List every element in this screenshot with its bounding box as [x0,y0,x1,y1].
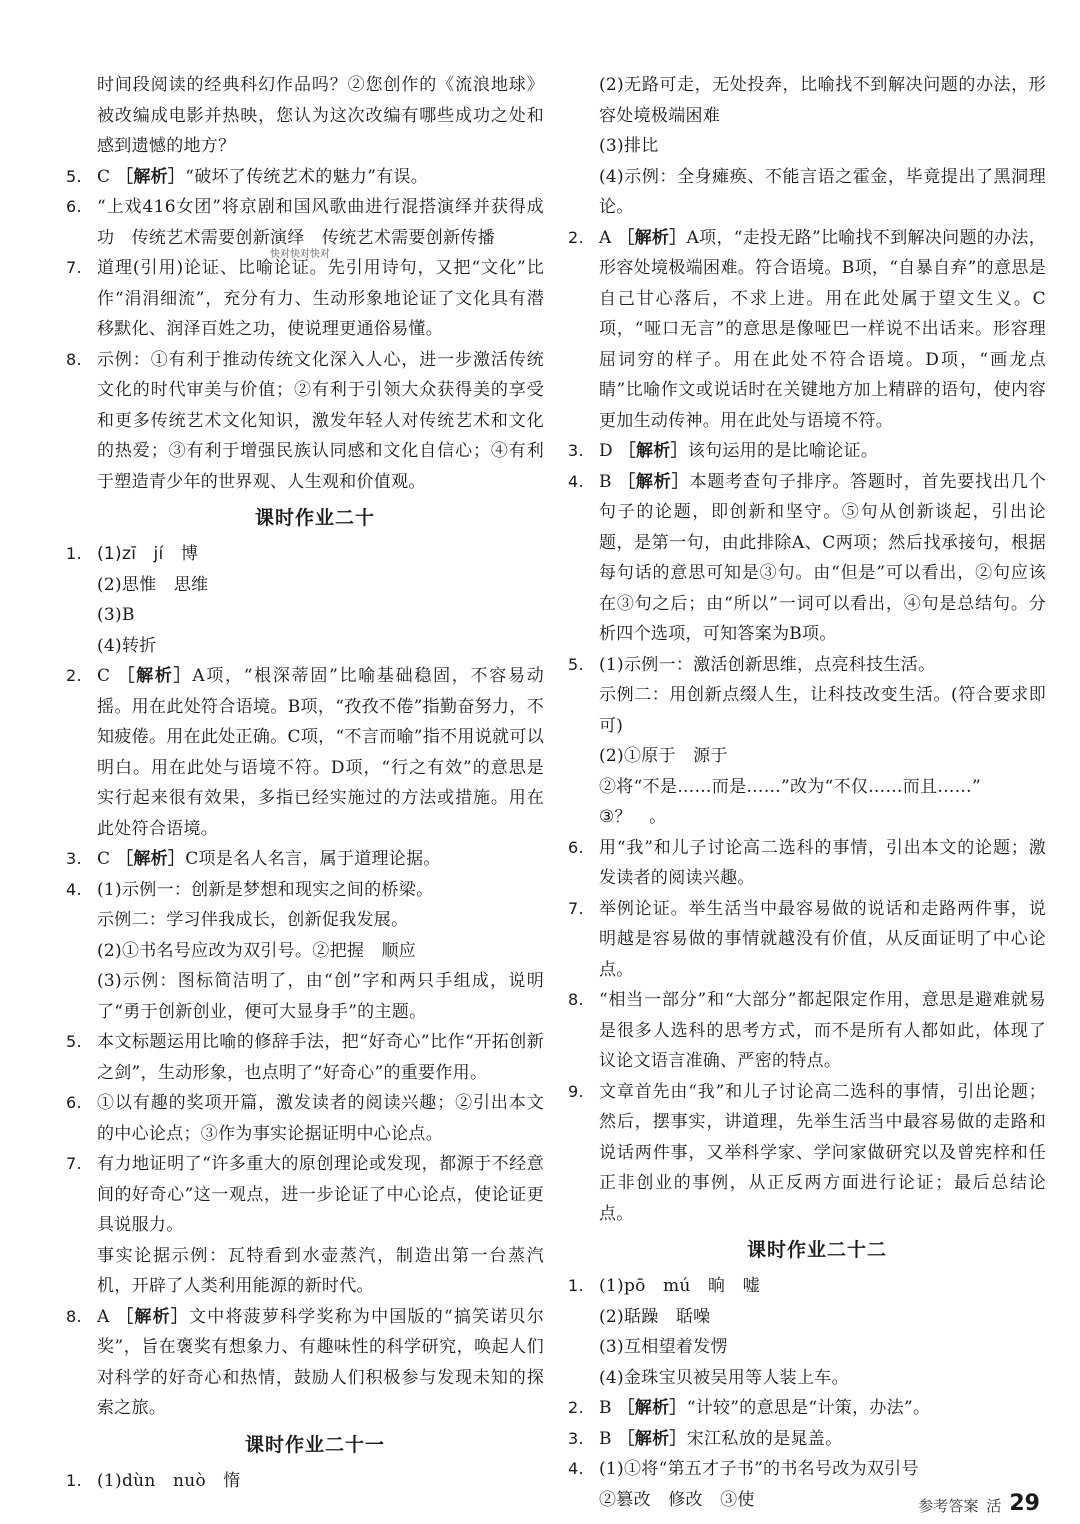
answer-text: (4)金珠宝贝被吴用等人装上车。 [599,1367,849,1388]
answer-text: ②篡改 修改 ③使 [599,1489,755,1510]
answer-item [568,1454,1046,1485]
answer-text: A项，“根深蒂固”比喻基础稳固，不容易动摇。用在此处符合语境。B项，“孜孜不倦”指勤奋努力，不知疲倦。用在此处正确。C项，“不言而喻”指不用说就可以明白。用在此处与语境不符。D项，“行之有效”的意思是实行起来很有效果，多指已经实施过的方法或措施。用在此处符合语境。 [97,666,544,839]
answer-text: 该句运用的是比喻论证。 [687,441,879,461]
answer-text: D [599,441,619,461]
answer-line [66,570,544,601]
item-number: 1. [568,1276,584,1295]
answer-text: “破坏了传统艺术的魅力”有误。 [185,166,429,187]
answer-text: 示例二：用创新点缀人生，让科技改变生活。(符合要求即可) [599,685,1046,736]
answer-item [568,467,1046,650]
answer-text: 示例：①有利于推动传统文化深入人心，进一步激活传统文化的时代审美与价值；②有利于引领大众获得美的享受和更多传统艺术文化知识，激发年轻人对传统艺术和文化的热爱；③有利于增强民族认同感和文化自信心；④有利于塑造青少年的世界观、人生观和价值观。 [97,349,544,492]
answer-item [568,1271,1046,1302]
answer-item [66,1027,544,1088]
analysis-tag: ［解析］ [618,471,690,492]
answer-text: (3)示例：图标简洁明了，由“创”字和两只手组成，说明了“勇于创新创业，便可大显身手”的主题。 [97,971,544,1022]
answer-text: (4)示例：全身瘫痪、不能言语之霍金，毕竟提出了黑洞理论。 [599,166,1046,217]
answer-text: C [97,166,117,187]
answer-item [568,985,1046,1077]
answer-item [66,192,544,253]
item-number: 5. [66,1032,82,1051]
item-number: 3. [568,1428,584,1448]
analysis-tag: ［解析］ [617,1398,687,1418]
answer-text: (2)思惟 思维 [97,574,209,595]
page-footer [918,1491,1040,1516]
left-column [66,70,544,1496]
item-number: 7. [66,1154,82,1173]
answer-text: 文中将菠萝科学奖称为中国版的“搞笑诺贝尔奖”，旨在褒奖有想象力、有趣味性的科学研究，唤起人们对科学的好奇心和热情，鼓励人们积极参与发现未知的探索之旅。 [97,1306,545,1418]
answer-line [568,802,1046,833]
item-number: 4. [66,879,82,899]
answer-text: (3)B [97,605,135,625]
answer-item [66,162,544,193]
answer-text: B [599,1398,618,1418]
answer-text: 用“我”和儿子讨论高二选科的事情，引出本文的论题；激发读者的阅读兴趣。 [599,837,1046,888]
answer-line [568,1302,1046,1333]
answer-line [66,1241,544,1302]
answer-text: (3)互相望着发愣 [599,1337,728,1357]
analysis-tag: ［解析］ [117,666,193,686]
item-number: 5. [568,654,584,674]
item-number: 2. [568,227,584,247]
answer-text: 道理(引用)论证、比喻论证。先引用诗句，又把“文化”比作“涓涓细流”，充分有力、生动形象地论证了文化具有潜移默化、润泽百姓之功，使说理更通俗易懂。 [97,258,544,339]
answer-line [568,1332,1046,1363]
item-number: 4. [568,471,584,491]
item-number: 1. [66,544,82,563]
answer-text: C [97,849,117,869]
answer-item [568,1424,1046,1455]
answer-item [66,345,544,498]
answer-text: 文章首先由“我”和儿子讨论高二选科的事情，引出论题；然后，摆事实，讲道理，先举生活当中最容易做的走路和说话两件事，又举科学家、学问家做研究以及曾宪梓和任正非创业的事例，从正反两方面进行论证；最后总结论点。 [599,1081,1046,1224]
answer-text: C项是名人名言，属于道理论据。 [185,849,441,869]
item-number: 5. [66,166,82,186]
answer-text: B [599,471,619,492]
answer-line [568,1363,1046,1394]
watermark-text: 快对快对快对 [270,249,330,260]
section-title: 课时作业二十一 [244,1433,385,1456]
item-number: 3. [66,849,82,868]
answer-line [66,70,544,162]
answer-text: (1)①将“第五才子书”的书名号改为双引号 [599,1459,919,1479]
answer-item [568,650,1046,681]
answer-text: (2)无路可走，无处投奔，比喻找不到解决问题的办法，形容处境极端困难 [599,75,1046,126]
item-number: 8. [66,349,82,369]
analysis-tag: ［解析］ [116,849,186,869]
answer-item [66,1302,544,1424]
answer-item [568,1393,1046,1424]
answer-text: (3)排比 [599,136,659,156]
answer-line [568,680,1046,741]
answer-text: (1)示例一：激活创新思维，点亮科技生活。 [599,654,936,675]
footer-subject: 活 [986,1497,1002,1515]
answer-item [66,875,544,906]
answer-text: 宋江私放的是晁盖。 [686,1428,843,1449]
analysis-tag: ［解析］ [116,166,186,187]
answer-text: 本文标题运用比喻的修辞手法，把“好奇心”比作“开拓创新之剑”，生动形象，也点明了“好奇心”的重要作用。 [97,1032,544,1083]
item-number: 4. [568,1459,584,1478]
answer-line [66,905,544,936]
answer-text: (4)转折 [97,635,157,656]
item-number: 6. [66,1093,82,1112]
answer-text: “计较”的意思是“计策，办法”。 [686,1398,931,1418]
answer-item [568,223,1046,437]
answer-line [66,631,544,662]
answer-text: “相当一部分”和“大部分”都起限定作用，意思是避难就易是很多人选科的思考方式，而不是所有人都如此，体现了议论文语言准确、严密的特点。 [599,990,1046,1071]
answer-line [66,966,544,1027]
answer-text: 本题考查句子排序。答题时，首先要找出几个句子的论题，即创新和坚守。⑤句从创新谈起，引出论题，是第一句，由此排除A、C两项；然后找承接句，根据每句话的意思可知是③句。由“但是”可以看出，②句应该在③句之后；由“所以”一词可以看出，④句是总结句。分析四个选项，可知答案为B项。 [599,471,1047,644]
answer-text: B [599,1428,618,1449]
analysis-tag: ［解析］ [618,441,688,461]
item-number: 2. [66,666,82,685]
answer-text: C [97,666,118,686]
answer-text: A项，“走投无路”比喻找不到解决问题的办法，形容处境极端困难。符合语境。B项，“自暴自弃”的意思是自己甘心落后，不求上进。用在此处属于望文生义。C项，“哑口无言”的意思是像哑巴一样说不出话来。形容理屈词穷的样子。用在此处不符合语境。D项，“画龙点睛”比喻作文或说话时在关键地方加上精辟的语句，使内容更加生动传神。用在此处与语境不符。 [599,227,1047,431]
item-number: 2. [568,1398,584,1417]
answer-item [66,539,544,570]
answer-line [568,70,1046,131]
answer-item [568,833,1046,894]
answer-text: A [97,1306,117,1327]
item-number: 8. [568,990,584,1009]
answer-text: A [599,227,618,248]
answer-text: ③？ 。 [599,807,667,827]
answer-line [66,936,544,967]
answer-text: “上戏416女团”将京剧和国风歌曲进行混搭演绎并获得成功 传统艺术需要创新演绎 传统艺术需要创新传播 [97,197,544,248]
answer-item [568,436,1046,467]
answer-item [568,894,1046,986]
page-number: 29 [1009,1491,1040,1516]
item-number: 3. [568,441,584,460]
answer-text: ②将“不是……而是……”改为“不仅……而且……” [599,776,981,797]
answer-line [568,162,1046,223]
answer-item [66,844,544,875]
answer-item [66,661,544,844]
analysis-tag: ［解析］ [116,1306,190,1327]
answer-text: 事实论据示例：瓦特看到水壶蒸汽，制造出第一台蒸汽机，开辟了人类利用能源的新时代。 [97,1245,544,1296]
answer-item [66,1466,544,1497]
item-number: 7. [66,258,82,277]
answer-line [66,600,544,631]
analysis-tag: ［解析］ [617,227,687,248]
right-column [568,70,1046,1515]
answer-text: 时间段阅读的经典科幻作品吗？②您创作的《流浪地球》被改编成电影并热映，您认为这次改编有哪些成功之处和感到遗憾的地方？ [97,75,544,156]
item-number: 8. [66,1306,82,1326]
answer-item [66,253,544,345]
item-number: 1. [66,1470,82,1490]
answer-text: (1)dùn nuò 惰 [97,1470,241,1491]
footer-label: 参考答案 [918,1497,979,1515]
answer-item [568,1077,1046,1230]
answer-text: 举例论证。举生活当中最容易做的说话和走路两件事，说明越是容易做的事情就越没有价值，从反面证明了中心论点。 [599,898,1046,980]
answer-text: (2)①原于 源于 [599,746,728,766]
item-number: 6. [66,197,82,216]
analysis-tag: ［解析］ [617,1428,687,1449]
answer-text: (1)zī jí 博 [97,544,199,564]
answer-text: 示例二：学习伴我成长，创新促我发展。 [97,910,409,930]
answer-item [66,1088,544,1149]
answer-text: (1)示例一：创新是梦想和现实之间的桥梁。 [97,879,434,900]
answer-text: ①以有趣的奖项开篇，激发读者的阅读兴趣；②引出本文的中心论点；③作为事实论据证明中心论点。 [97,1093,544,1144]
answer-text: (2)聒躁 聒噪 [599,1306,711,1327]
answer-line [568,741,1046,772]
answer-line [568,772,1046,803]
answer-line [568,131,1046,162]
section-title: 课时作业二十 [254,507,375,529]
answer-text: (2)①书名号应改为双引号。②把握 顺应 [97,940,417,961]
answer-text: (1)pō mú 晌 嘘 [599,1276,760,1296]
item-number: 9. [568,1081,584,1101]
item-number: 6. [568,837,584,857]
answer-text: 有力地证明了“许多重大的原创理论或发现，都源于不经意间的好奇心”这一观点，进一步论证了中心论点，使论证更具说服力。 [97,1154,544,1235]
section-title: 课时作业二十二 [746,1239,887,1261]
item-number: 7. [568,898,584,918]
answer-item [66,1149,544,1241]
